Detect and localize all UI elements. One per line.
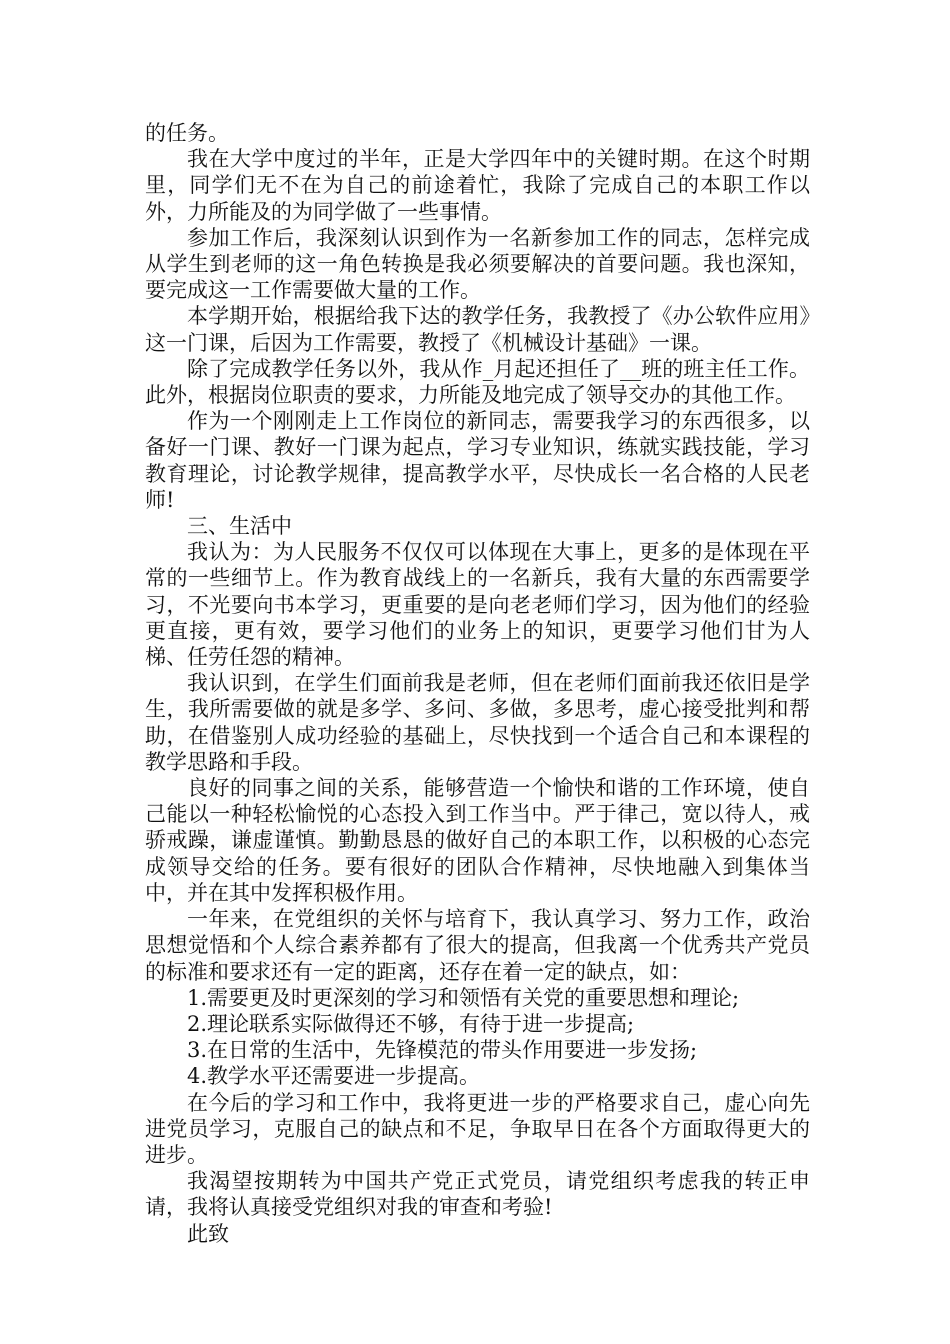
paragraph-student-before-teachers: 我认识到，在学生们面前我是老师，但在老师们面前我还依旧是学生，我所需要做的就是多学、多问、多做，多思考，虚心接受批判和帮助，在借鉴别人成功经验的基础上，尽快找到一个适合自己和本课程的教学思路和手段。 xyxy=(145,671,810,774)
paragraph-serve-people: 我认为：为人民服务不仅仅可以体现在大事上，更多的是体现在平常的一些细节上。作为教育战线上的一名新兵，我有大量的东西需要学习，不光要向书本学习，更重要的是向老老师们学习，因为他们的经验更直接，更有效，要学习他们的业务上的知识，更要学习他们甘为人梯、任劳任怨的精神。 xyxy=(145,540,810,670)
shortcoming-item-1: 1.需要更及时更深刻的学习和领悟有关党的重要思想和理论; xyxy=(187,985,740,1010)
paragraph-year-summary: 一年来，在党组织的关怀与培育下，我认真学习、努力工作，政治思想觉悟和个人综合素养都有了很大的提高，但我离一个优秀共产党员的标准和要求还有一定的距离，还存在着一定的缺点，如： xyxy=(145,907,810,984)
paragraph-teaching-courses: 本学期开始，根据给我下达的教学任务，我教授了《办公软件应用》这一门课，后因为工作需要，教授了《机械设计基础》一课。 xyxy=(145,304,810,355)
paragraph-membership-request: 我渴望按期转为中国共产党正式党员，请党组织考虑我的转正申请，我将认真接受党组织对我的审查和考验! xyxy=(145,1169,810,1220)
shortcoming-item-4: 4.教学水平还需要进一步提高。 xyxy=(187,1064,481,1089)
shortcoming-item-2: 2.理论联系实际做得还不够，有待于进一步提高; xyxy=(187,1011,635,1036)
paragraph-continuation: 的任务。 xyxy=(145,121,229,145)
closing-salutation: 此致 xyxy=(187,1221,229,1246)
section-heading-life: 三、生活中 xyxy=(187,514,292,539)
paragraph-university-half-year: 我在大学中度过的半年，正是大学四年中的关键时期。在这个时期里，同学们无不在为自己的前途着忙，我除了完成自己的本职工作以外，力所能及的为同学做了一些事情。 xyxy=(145,147,810,224)
paragraph-class-teacher: 除了完成教学任务以外，我从作_月起还担任了__班的班主任工作。此外，根据岗位职责的要求，力所能及地完成了领导交办的其他工作。 xyxy=(145,356,810,408)
paragraph-new-comrade: 作为一个刚刚走上工作岗位的新同志，需要我学习的东西很多，以备好一门课、教好一门课为起点，学习专业知识，练就实践技能，学习教育理论，讨论教学规律，提高教学水平，尽快成长一名合格的人民老师! xyxy=(145,409,810,512)
paragraph-colleague-relations: 良好的同事之间的关系，能够营造一个愉快和谐的工作环境，使自己能以一种轻松愉悦的心态投入到工作当中。严于律己，宽以待人，戒骄戒躁，谦虚谨慎。勤勤恳恳的做好自己的本职工作，以积极的心态完成领导交给的任务。要有很好的团队合作精神，尽快地融入到集体当中，并在其中发挥积极作用。 xyxy=(145,776,810,905)
document-body xyxy=(145,120,810,1247)
paragraph-future-resolve: 在今后的学习和工作中，我将更进一步的严格要求自己，虚心向先进党员学习，克服自己的缺点和不足，争取早日在各个方面取得更大的进步。 xyxy=(145,1090,810,1167)
paragraph-role-transition: 参加工作后，我深刻认识到作为一名新参加工作的同志，怎样完成从学生到老师的这一角色转换是我必须要解决的首要问题。我也深知，要完成这一工作需要做大量的工作。 xyxy=(145,225,810,303)
shortcoming-item-3: 3.在日常的生活中，先锋模范的带头作用要进一步发扬; xyxy=(187,1038,698,1063)
